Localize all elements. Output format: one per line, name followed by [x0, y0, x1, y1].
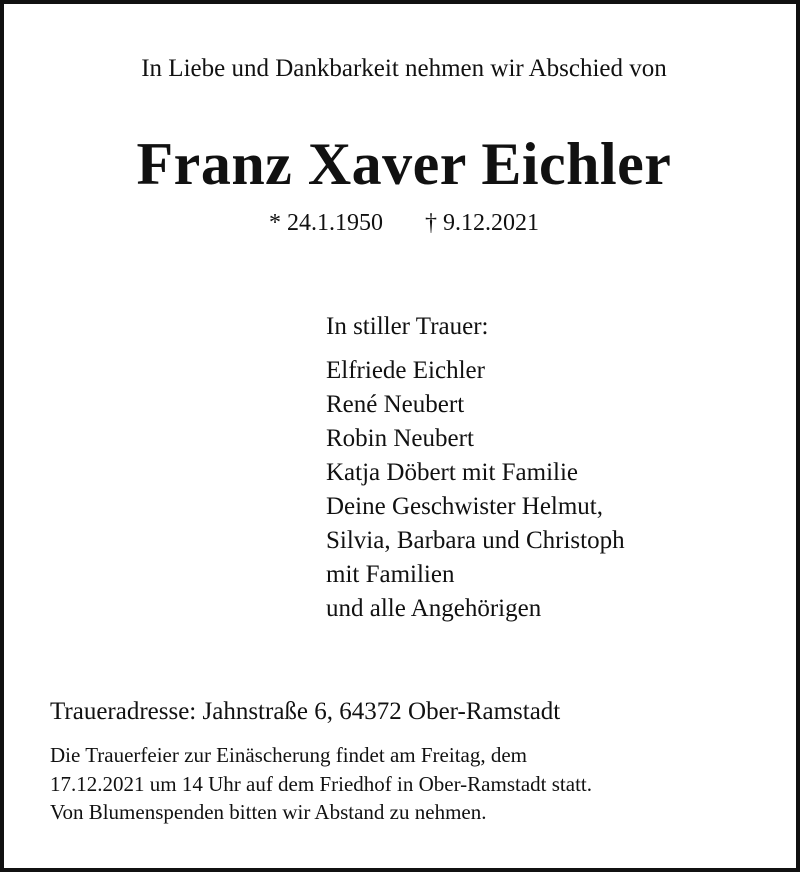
- death-date: † 9.12.2021: [425, 210, 539, 236]
- mourner-name: René Neubert: [326, 391, 465, 418]
- mourners-heading: In stiller Trauer:: [326, 313, 489, 340]
- notice-line: 17.12.2021 um 14 Uhr auf dem Friedhof in Ober-Ramstadt statt.: [50, 771, 592, 796]
- mourner-name: mit Familien: [326, 561, 455, 588]
- birth-date: * 24.1.1950: [269, 210, 383, 236]
- mourning-address: Traueradresse: Jahnstraße 6, 64372 Ober-Ramstadt: [50, 698, 561, 725]
- mourner-name: Katja Döbert mit Familie: [326, 459, 579, 486]
- mourner-name: Deine Geschwister Helmut,: [326, 493, 604, 520]
- notice-line: Die Trauerfeier zur Einäscherung findet am Freitag, dem: [50, 743, 528, 767]
- mourner-name: Silvia, Barbara und Christoph: [326, 527, 625, 554]
- mourner-name: Robin Neubert: [326, 425, 474, 452]
- mourners-block: [326, 310, 625, 626]
- funeral-notice: [50, 741, 592, 827]
- deceased-name: Franz Xaver Eichler: [136, 131, 672, 197]
- intro-text: In Liebe und Dankbarkeit nehmen wir Abschied von: [141, 55, 667, 82]
- mourner-name: Elfriede Eichler: [326, 357, 485, 384]
- mourner-name: und alle Angehörigen: [326, 595, 542, 622]
- life-dates: [4, 208, 800, 238]
- notice-line: Von Blumenspenden bitten wir Abstand zu nehmen.: [50, 800, 487, 824]
